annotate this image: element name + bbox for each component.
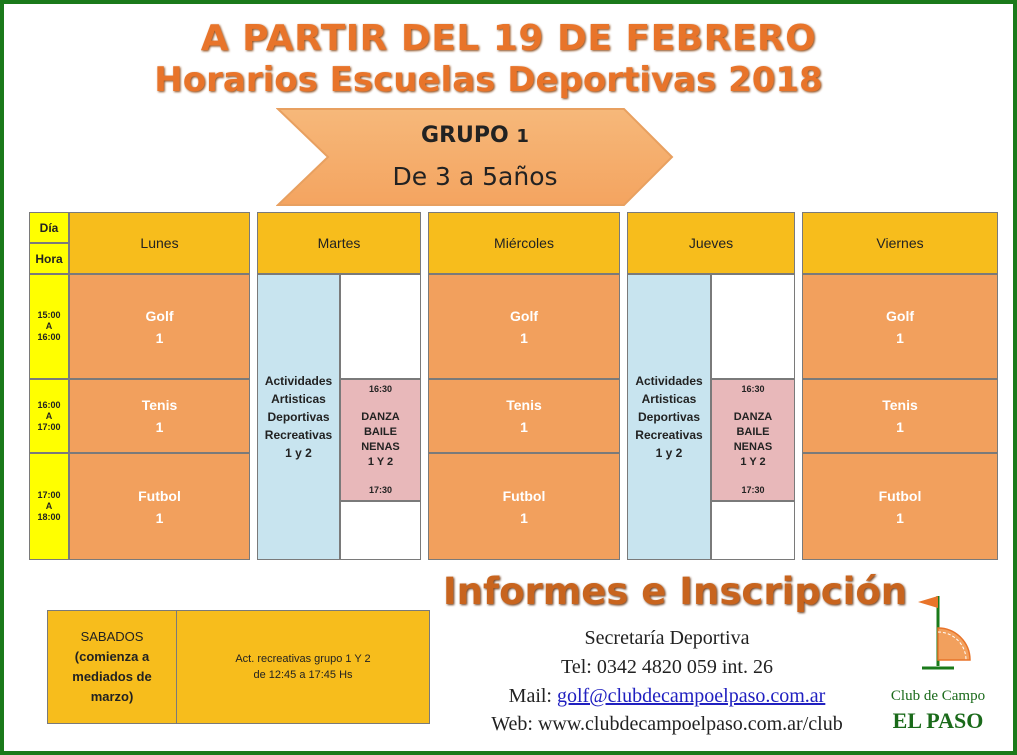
lunes-golf: Golf 1 [69, 274, 250, 379]
martes-artisticas: Actividades Artisticas Deportivas Recreativas 1 y 2 [257, 274, 340, 560]
group-banner [276, 107, 674, 207]
title-main: Horarios Escuelas Deportivas 2018 [154, 60, 823, 100]
martes-danza: 16:30 DANZA BAILE NENAS 1 Y 2 17:30 [340, 379, 421, 501]
jueves-empty-bottom [711, 501, 795, 560]
viernes-tenis: Tenis 1 [802, 379, 998, 453]
martes-empty-top [340, 274, 421, 379]
secretaria-text: Secretaría Deportiva [584, 627, 750, 649]
telephone-text: Tel: 0342 4820 059 int. 26 [561, 656, 773, 678]
day-lunes: Lunes [69, 212, 250, 274]
web-text: Web: www.clubdecampoelpaso.com.ar/club [491, 713, 843, 735]
lunes-futbol: Futbol 1 [69, 453, 250, 560]
jueves-danza: 16:30 DANZA BAILE NENAS 1 Y 2 17:30 [711, 379, 795, 501]
group-ages: De 3 a 5años [392, 162, 558, 191]
day-martes: Martes [257, 212, 421, 274]
day-jueves: Jueves [627, 212, 795, 274]
viernes-futbol: Futbol 1 [802, 453, 998, 560]
martes-empty-bottom [340, 501, 421, 560]
hora-header: Hora [29, 243, 69, 274]
email-link[interactable]: golf@clubdecampoelpaso.com.ar [557, 685, 826, 707]
time-slot-1: 15:00 A 16:00 [29, 274, 69, 379]
logo-line2: EL PASO [892, 708, 984, 733]
golf-flag-icon [878, 588, 998, 688]
sabados-label-cell: SABADOS (comienza a mediados de marzo) [47, 610, 177, 724]
club-logo [878, 588, 998, 738]
jueves-empty-top [711, 274, 795, 379]
jueves-artisticas: Actividades Artisticas Deportivas Recreativas 1 y 2 [627, 274, 711, 560]
dia-header: Día [29, 212, 69, 243]
day-miercoles: Miércoles [428, 212, 620, 274]
time-slot-3: 17:00 A 18:00 [29, 453, 69, 560]
arrow-shape [276, 107, 674, 207]
time-slot-2: 16:00 A 17:00 [29, 379, 69, 453]
sabados-activity-cell: Act. recreativas grupo 1 Y 2 de 12:45 a 17:45 Hs [176, 610, 430, 724]
viernes-golf: Golf 1 [802, 274, 998, 379]
title-date: A PARTIR DEL 19 DE FEBRERO [200, 18, 817, 59]
mail-line: Mail: golf@clubdecampoelpaso.com.ar [508, 685, 826, 707]
miercoles-golf: Golf 1 [428, 274, 620, 379]
logo-line1: Club de Campo [890, 688, 986, 704]
informes-title: Informes e Inscripción [442, 570, 908, 613]
group-title: GRUPO 1 [421, 123, 529, 148]
miercoles-futbol: Futbol 1 [428, 453, 620, 560]
day-viernes: Viernes [802, 212, 998, 274]
miercoles-tenis: Tenis 1 [428, 379, 620, 453]
lunes-tenis: Tenis 1 [69, 379, 250, 453]
